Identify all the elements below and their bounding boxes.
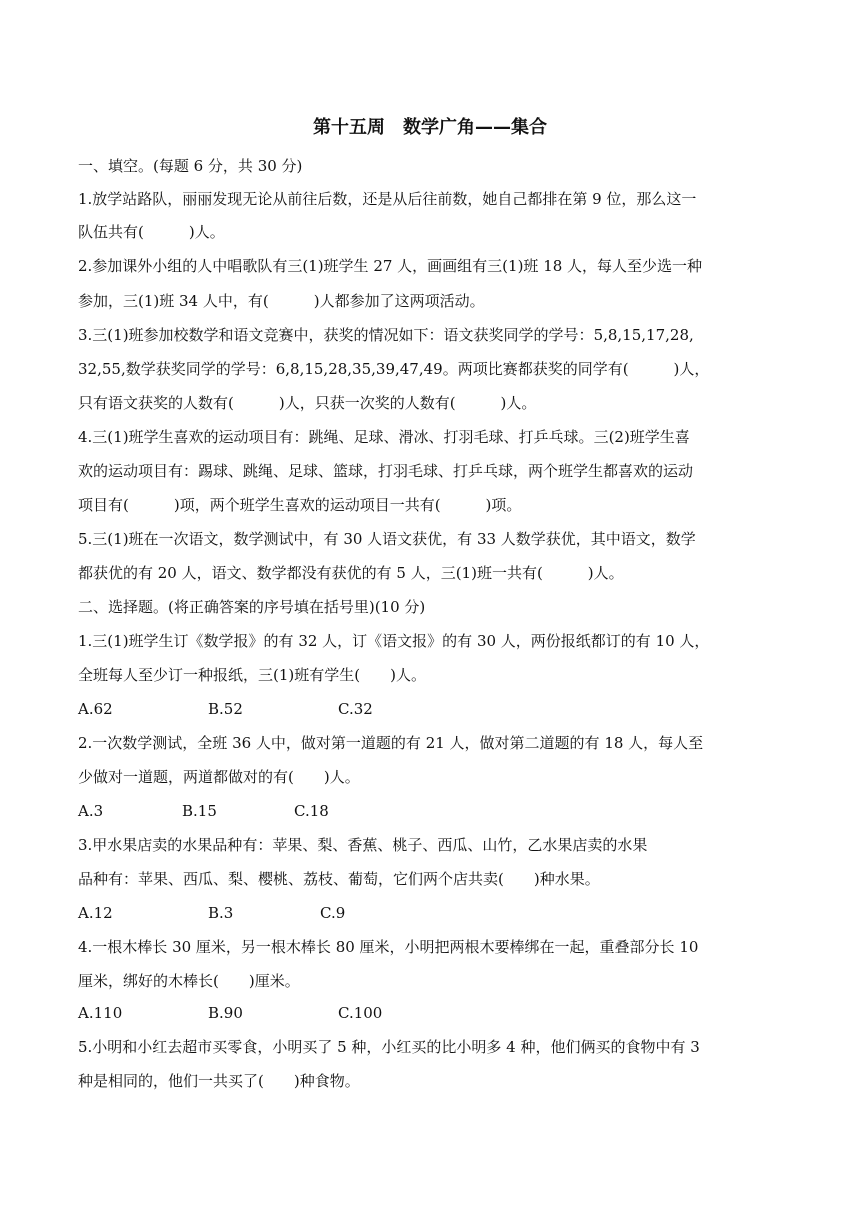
s1-q2-line1: 2.参加课外小组的人中唱歌队有三(1)班学生 27 人，画画组有三(1)班 18 人，每人至少选一种 bbox=[78, 257, 703, 275]
s1-q4-line2: 欢的运动项目有：踢球、跳绳、足球、篮球，打羽毛球、打乒乓球，两个班学生都喜欢的运动 bbox=[78, 462, 694, 480]
s2-q4-line2: 厘米，绑好的木棒长( )厘米。 bbox=[78, 972, 300, 990]
s2-q5-line2: 种是相同的，他们一共买了( )种食物。 bbox=[78, 1072, 360, 1090]
s2-q4-line1: 4.一根木棒长 30 厘米，另一根木棒长 80 厘米，小明把两根木要棒绑在一起，重叠部分长 10 bbox=[78, 938, 699, 956]
s1-q4-line3: 项目有( )项，两个班学生喜欢的运动项目一共有( )项。 bbox=[78, 496, 522, 514]
option-a: A.3 bbox=[78, 802, 104, 820]
option-b: B.3 bbox=[208, 904, 234, 922]
s1-q3-line1: 3.三(1)班参加校数学和语文竞赛中，获奖的情况如下：语文获奖同学的学号：5,8,15,17,28, bbox=[78, 326, 694, 344]
s1-q3-line3: 只有语文获奖的人数有( )人，只获一次奖的人数有( )人。 bbox=[78, 394, 537, 412]
option-b: B.15 bbox=[182, 802, 217, 820]
s2-q1-line2: 全班每人至少订一种报纸，三(1)班有学生( )人。 bbox=[78, 666, 426, 684]
page-title: 第十五周 数学广角——集合 bbox=[313, 117, 547, 138]
s1-q1-line1: 1.放学站路队，丽丽发现无论从前往后数，还是从后往前数，她自己都排在第 9 位，那么这一 bbox=[78, 190, 697, 208]
s1-q1-line2: 队伍共有( )人。 bbox=[78, 223, 225, 241]
section2-heading: 二、选择题。(将正确答案的序号填在括号里)(10 分) bbox=[78, 598, 426, 616]
s2-q5-line1: 5.小明和小红去超市买零食，小明买了 5 种，小红买的比小明多 4 种，他们俩买的食物中有 3 bbox=[78, 1038, 700, 1056]
option-c: C.9 bbox=[320, 904, 346, 922]
s1-q5-line1: 5.三(1)班在一次语文，数学测试中，有 30 人语文获优，有 33 人数学获优，其中语文，数学 bbox=[78, 530, 696, 548]
s2-q3-line1: 3.甲水果店卖的水果品种有：苹果、梨、香蕉、桃子、西瓜、山竹，乙水果店卖的水果 bbox=[78, 836, 648, 854]
s2-q1-line1: 1.三(1)班学生订《数学报》的有 32 人，订《语文报》的有 30 人，两份报纸都订的有 10 人， bbox=[78, 632, 710, 650]
s2-q2-line1: 2.一次数学测试，全班 36 人中，做对第一道题的有 21 人，做对第二道题的有 18 人，每人至 bbox=[78, 734, 704, 752]
option-c: C.18 bbox=[294, 802, 329, 820]
option-a: A.12 bbox=[78, 904, 113, 922]
s1-q3-line2: 32,55,数学获奖同学的学号：6,8,15,28,35,39,47,49。两项比赛都获奖的同学有( )人， bbox=[78, 360, 710, 378]
s1-q5-line2: 都获优的有 20 人，语文、数学都没有获优的有 5 人，三(1)班一共有( )人。 bbox=[78, 564, 624, 582]
option-a: A.110 bbox=[78, 1004, 123, 1022]
s2-q2-line2: 少做对一道题，两道都做对的有( )人。 bbox=[78, 768, 360, 786]
s1-q2-line2: 参加，三(1)班 34 人中，有( )人都参加了这两项活动。 bbox=[78, 292, 485, 310]
option-b: B.90 bbox=[208, 1004, 243, 1022]
option-c: C.100 bbox=[338, 1004, 383, 1022]
s1-q4-line1: 4.三(1)班学生喜欢的运动项目有：跳绳、足球、滑冰、打羽毛球、打乒乓球。三(2)班学生喜 bbox=[78, 428, 690, 446]
s2-q3-line2: 品种有：苹果、西瓜、梨、樱桃、荔枝、葡萄，它们两个店共卖( )种水果。 bbox=[78, 870, 600, 888]
option-a: A.62 bbox=[78, 700, 113, 718]
option-b: B.52 bbox=[208, 700, 243, 718]
option-c: C.32 bbox=[338, 700, 373, 718]
section1-heading: 一、填空。(每题 6 分，共 30 分) bbox=[78, 157, 303, 175]
